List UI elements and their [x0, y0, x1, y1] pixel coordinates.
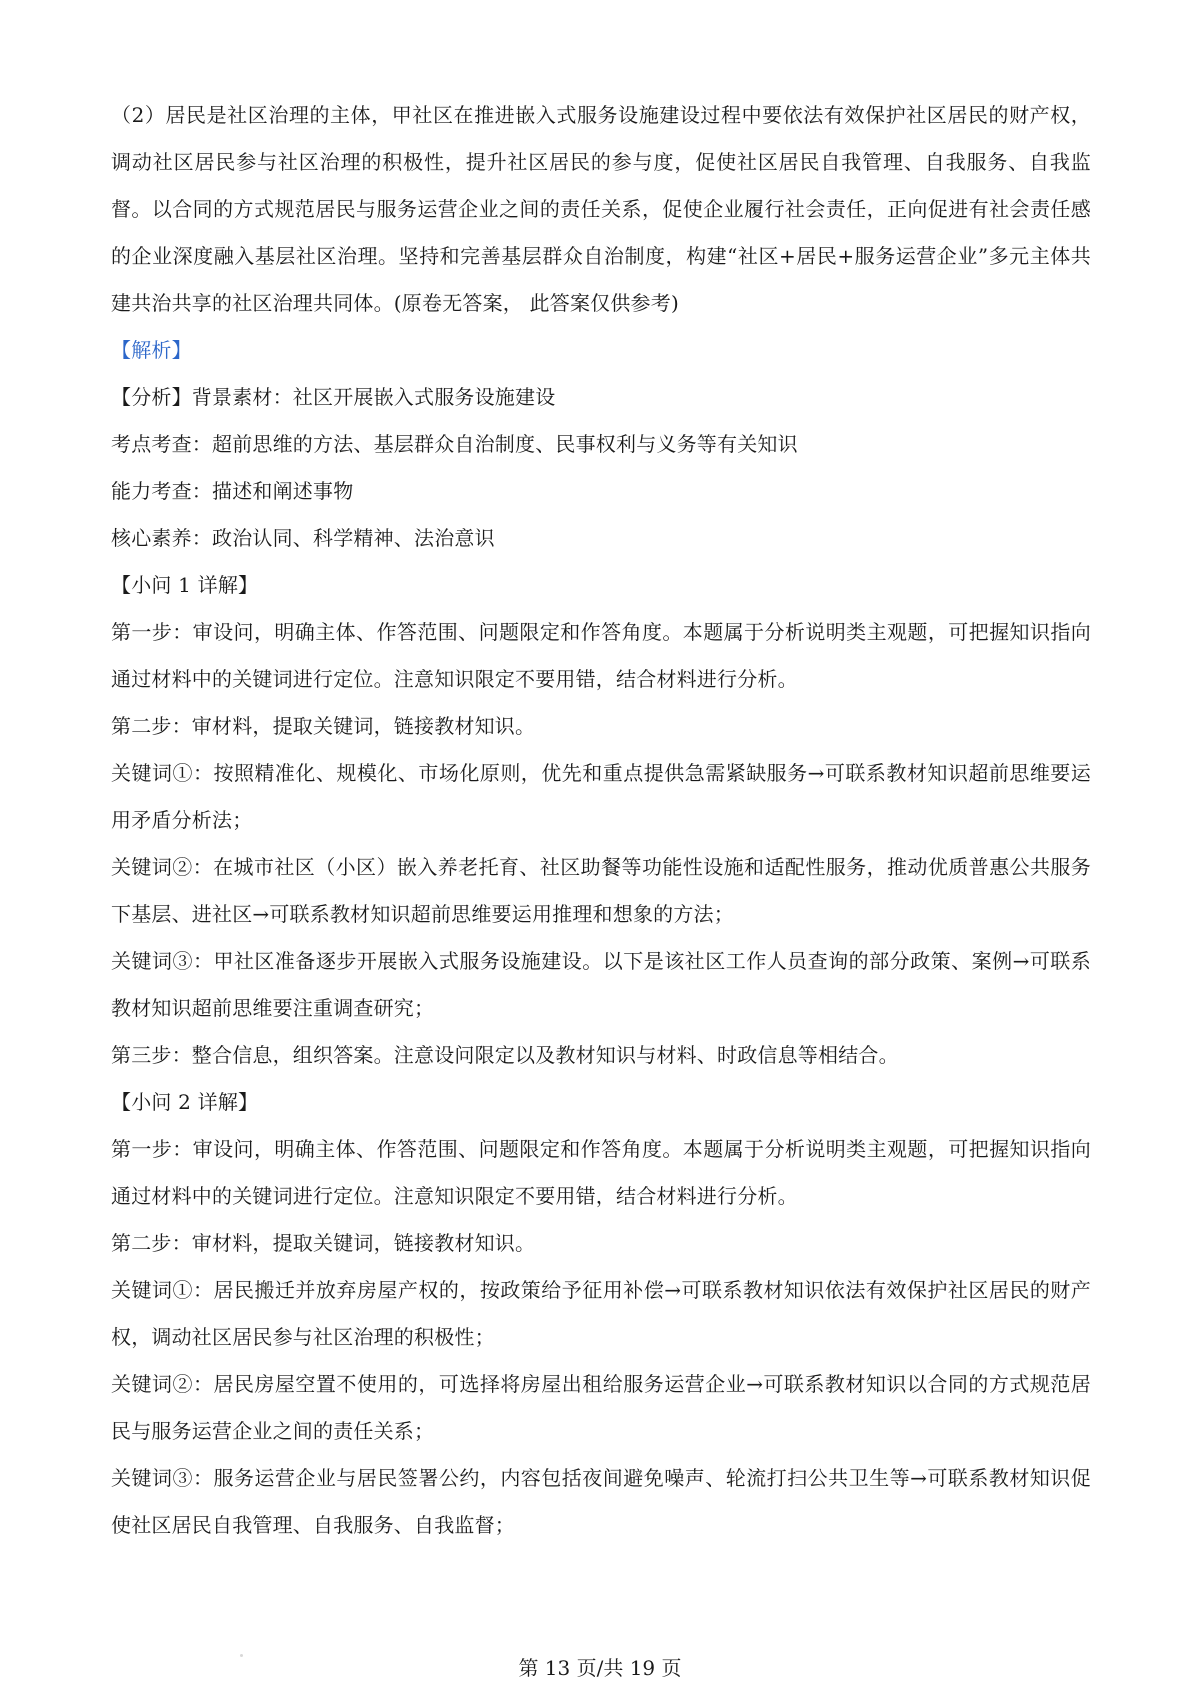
analysis-heading: 【解析】 — [111, 338, 192, 362]
q2-keyword-3: 关键词③：服务运营企业与居民签署公约，内容包括夜间避免噪声、轮流打扫公共卫生等→可联系教材知识促使社区居民自我管理、自我服务、自我监督； — [111, 1466, 1091, 1537]
question-2-heading: 【小问 2 详解】 — [111, 1090, 259, 1114]
q2-keyword-2: 关键词②：居民房屋空置不使用的，可选择将房屋出租给服务运营企业→可联系教材知识以合同的方式规范居民与服务运营企业之间的责任关系； — [111, 1372, 1091, 1443]
q1-keyword-1: 关键词①：按照精准化、规模化、市场化原则，优先和重点提供急需紧缺服务→可联系教材知识超前思维要运用矛盾分析法； — [111, 761, 1091, 832]
analysis-background: 【分析】背景素材：社区开展嵌入式服务设施建设 — [111, 385, 556, 409]
exam-points: 考点考查：超前思维的方法、基层群众自治制度、民事权利与义务等有关知识 — [111, 432, 798, 456]
q1-step-2: 第二步：审材料，提取关键词，链接教材知识。 — [111, 714, 536, 738]
page-number-footer: 第 13 页/共 19 页 — [518, 1656, 682, 1680]
answer-paragraph-2: （2）居民是社区治理的主体，甲社区在推进嵌入式服务设施建设过程中要依法有效保护社区居民的财产权，调动社区居民参与社区治理的积极性，提升社区居民的参与度，促使社区居民自我管理、自我服务、自我监督。以合同的方式规范居民与服务运营企业之间的责任关系，促使企业履行社会责任，正向促进有社会责任感的企业深度融入基层社区治理。坚持和完善基层群众自治制度，构建“社区+居民+服务运营企业”多元主体共建共治共享的社区治理共同体。(原卷无答案， 此答案仅供参考) — [111, 103, 1091, 315]
q1-step-1: 第一步：审设问，明确主体、作答范围、问题限定和作答角度。本题属于分析说明类主观题，可把握知识指向通过材料中的关键词进行定位。注意知识限定不要用错，结合材料进行分析。 — [111, 620, 1091, 691]
q2-keyword-1: 关键词①：居民搬迁并放弃房屋产权的，按政策给予征用补偿→可联系教材知识依法有效保护社区居民的财产权，调动社区居民参与社区治理的积极性； — [111, 1278, 1091, 1349]
q2-step-2: 第二步：审材料，提取关键词，链接教材知识。 — [111, 1231, 536, 1255]
ability-check: 能力考查：描述和阐述事物 — [111, 479, 354, 503]
core-literacy: 核心素养：政治认同、科学精神、法治意识 — [111, 526, 495, 550]
question-1-heading: 【小问 1 详解】 — [111, 573, 259, 597]
document-body — [111, 92, 1091, 1549]
q2-step-1: 第一步：审设问，明确主体、作答范围、问题限定和作答角度。本题属于分析说明类主观题，可把握知识指向通过材料中的关键词进行定位。注意知识限定不要用错，结合材料进行分析。 — [111, 1137, 1091, 1208]
q1-keyword-3: 关键词③：甲社区准备逐步开展嵌入式服务设施建设。以下是该社区工作人员查询的部分政策、案例→可联系教材知识超前思维要注重调查研究； — [111, 949, 1091, 1020]
q1-step-3: 第三步：整合信息，组织答案。注意设问限定以及教材知识与材料、时政信息等相结合。 — [111, 1043, 899, 1067]
q1-keyword-2: 关键词②：在城市社区（小区）嵌入养老托育、社区助餐等功能性设施和适配性服务，推动优质普惠公共服务下基层、进社区→可联系教材知识超前思维要运用推理和想象的方法； — [111, 855, 1091, 926]
